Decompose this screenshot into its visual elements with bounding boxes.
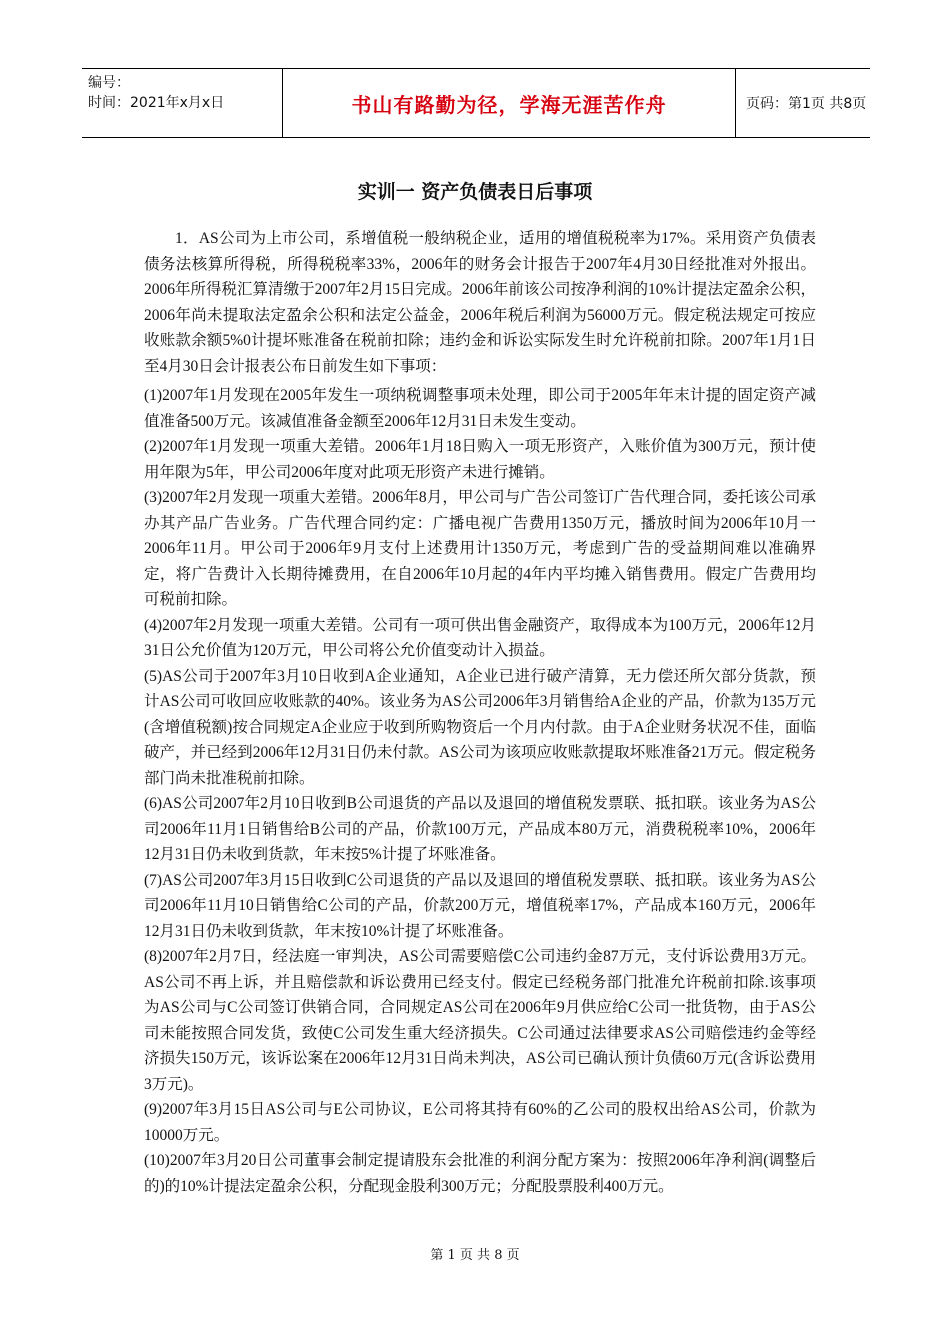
intro-paragraph: 1．AS公司为上市公司，系增值税一般纳税企业，适用的增值税税率为17%。采用资产负债表债务法核算所得税，所得税税率33%，2006年的财务会计报告于2007年4月30日经批准对外报出。2006年所得税汇算清缴于2007年2月15日完成。2006年前该公司按净利润的10%计提法定盈余公积，2006年尚未提取法定盈余公积和法定公益金，2006年税后利润为56000万元。假定税法规定可按应收账款余额5%0计提坏账准备在税前扣除；违约金和诉讼实际发生时允许税前扣除。2007年1月1日至4月30日会计报表公布日前发生如下事项：	[144, 230, 816, 375]
list-item: (5)AS公司于2007年3月10日收到A企业通知，A企业已进行破产清算，无力偿还所欠部分货款，预计AS公司可收回应收账款的40%。该业务为AS公司2006年3月销售给A企业的产品，价款为135万元(含增值税额)按合同规定A企业应于收到所购物资后一个月内付款。由于A企业财务状况不佳，面临破产，并已经到2006年12月31日仍未付款。AS公司为该项应收账款提取坏账准备21万元。假定税务部门尚未批准税前扣除。	[144, 667, 816, 787]
date-text: 时间：2021年x月x日	[88, 95, 225, 111]
list-item: (6)AS公司2007年2月10日收到B公司退货的产品以及退回的增值税发票联、抵扣联。该业务为AS公司2006年11月1日销售给B公司的产品，价款100万元，产品成本80万元，消费税税率10%，2006年12月31日仍未收到货款，年末按5%计提了坏账准备。	[144, 795, 816, 863]
list-item: (3)2007年2月发现一项重大差错。2006年8月，甲公司与广告公司签订广告代理合同，委托该公司承办其产品广告业务。广告代理合同约定：广播电视广告费用1350万元，播放时间为2006年10月一2006年11月。甲公司于2006年9月支付上述费用计1350万元，考虑到广告的受益期间难以准确界定，将广告费计入长期待摊费用，在自2006年10月起的4年内平均摊入销售费用。假定广告费用均可税前扣除。	[144, 489, 816, 608]
list-item: (1)2007年1月发现在2005年发生一项纳税调整事项未处理，即公司于2005年年末计提的固定资产减值准备500万元。该减值准备金额至2006年12月31日未发生变动。	[144, 387, 816, 430]
page-header	[82, 68, 870, 138]
list-item: (7)AS公司2007年3月15日收到C公司退货的产品以及退回的增值税发票联、抵扣联。该业务为AS公司2006年11月10日销售给C公司的产品，价款200万元，增值税率17%，产品成本160万元，2006年12月31日仍未收到货款，年末按10%计提了坏账准备。	[144, 871, 816, 940]
header-meta	[82, 69, 282, 137]
list-item: (8)2007年2月7日，经法庭一审判决，AS公司需要赔偿C公司违约金87万元，支付诉讼费用3万元。AS公司不再上诉，并且赔偿款和诉讼费用已经支付。假定已经税务部门批准允许税前扣除.该事项为AS公司与C公司签订供销合同，合同规定AS公司在2006年9月供应给C公司一批货物，由于AS公司未能按照合同发货，致使C公司发生重大经济损失。C公司通过法律要求AS公司赔偿违约金等经济损失150万元，该诉讼案在2006年12月31日尚未判决，AS公司已确认预计负债60万元(含诉讼费用3万元)。	[144, 948, 816, 1093]
list-item: (4)2007年2月发现一项重大差错。公司有一项可供出售金融资产，取得成本为100万元，2006年12月31日公允价值为120万元，甲公司将公允价值变动计入损益。	[144, 616, 816, 659]
list-item: (10)2007年3月20日公司董事会制定提请股东会批准的利润分配方案为：按照2006年净利润(调整后的)的10%计提法定盈余公积，分配现金股利300万元；分配股票股利400万元。	[144, 1152, 816, 1195]
page-footer: 第 1 页 共 8 页	[430, 1248, 520, 1263]
list-item: (9)2007年3月15日AS公司与E公司协议，E公司将其持有60%的乙公司的股权出给AS公司，价款为10000万元。	[144, 1101, 816, 1144]
list-item: (2)2007年1月发现一项重大差错。2006年1月18日购入一项无形资产，入账价值为300万元，预计使用年限为5年，甲公司2006年度对此项无形资产未进行摊销。	[144, 438, 816, 481]
page-title: 实训一 资产负债表日后事项	[357, 181, 593, 203]
document-body	[144, 226, 816, 1199]
header-motto: 书山有路勤为径，学海无涯苦作舟	[282, 69, 736, 137]
doc-number-label: 编号：	[88, 75, 130, 91]
header-page-info: 页码：第1页 共8页	[746, 96, 867, 112]
